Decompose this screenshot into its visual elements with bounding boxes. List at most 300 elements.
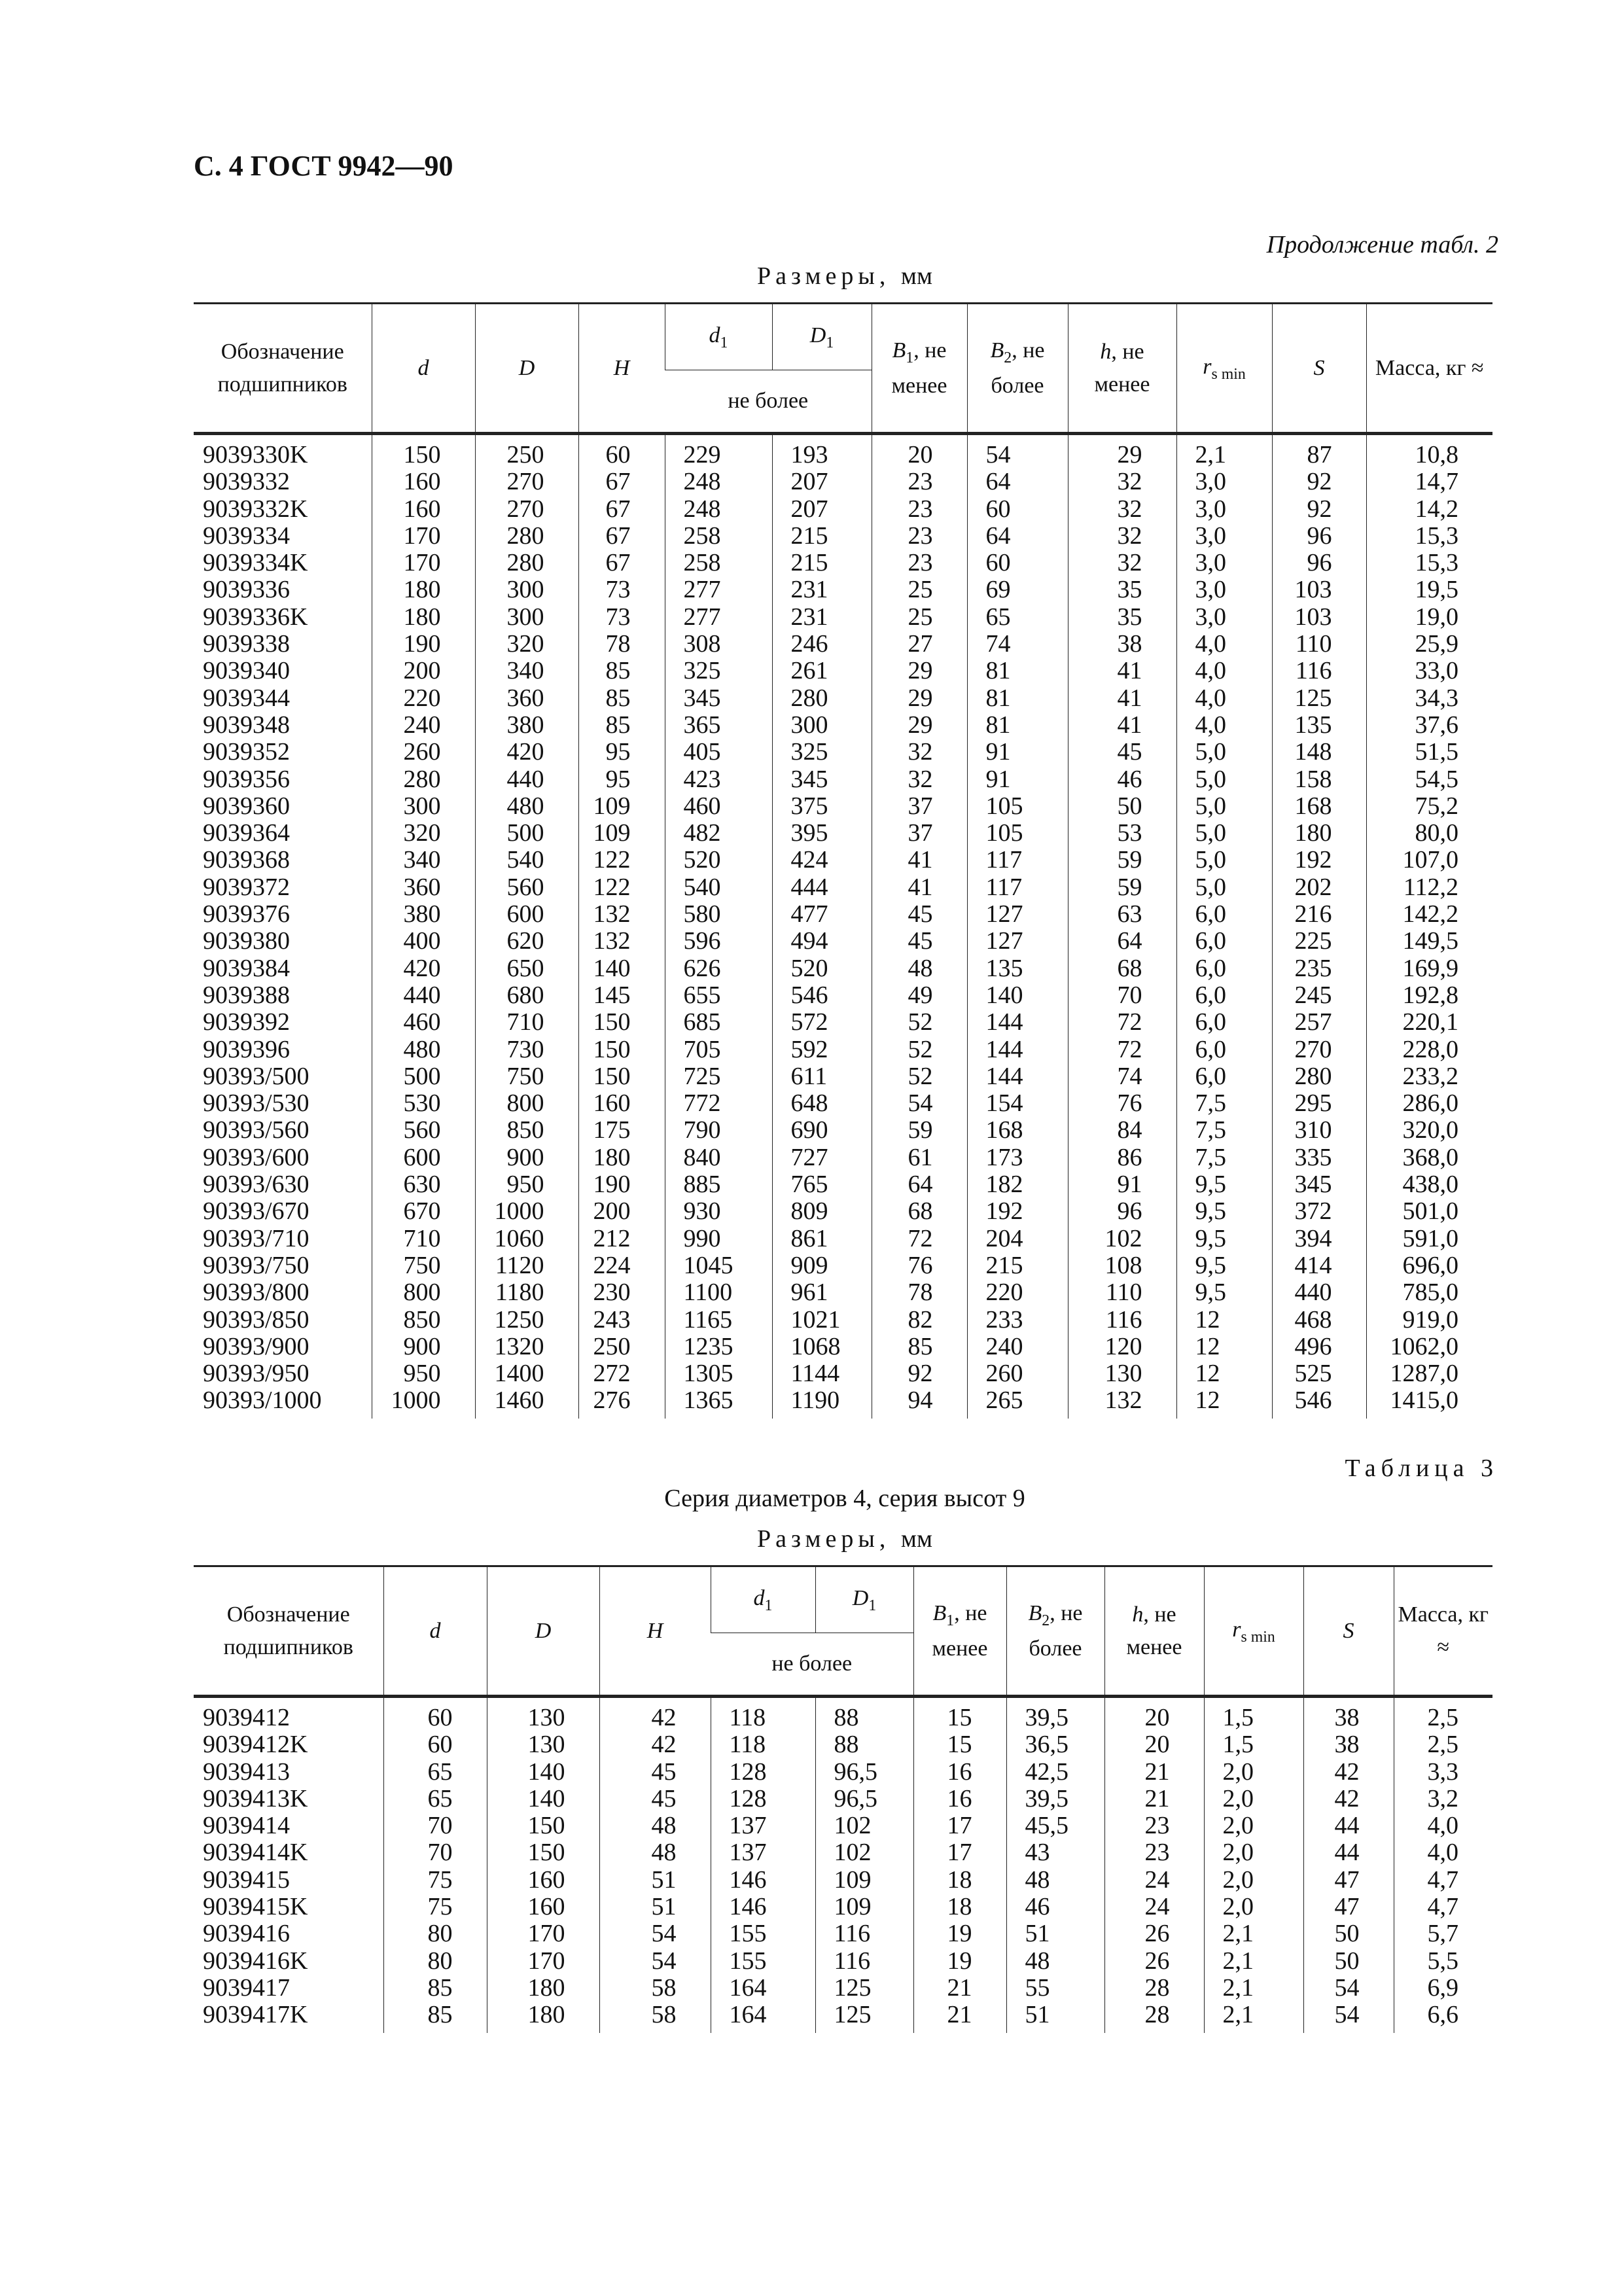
table-cell: 90393/600: [203, 1143, 309, 1171]
col-H: H: [578, 304, 665, 434]
table-cell: 1250: [475, 1307, 578, 1333]
table-cell: 76: [1068, 1090, 1176, 1117]
table-cell: 9039412K: [203, 1731, 308, 1759]
table-cell: 295: [1272, 1090, 1366, 1117]
table-cell: 520: [772, 955, 872, 982]
table-cell: 94: [872, 1387, 967, 1418]
table-cell: 92: [872, 1360, 967, 1387]
table-cell: 52: [872, 1036, 967, 1063]
table-cell: 560: [475, 874, 578, 901]
table-cell: 173: [967, 1144, 1068, 1171]
table-cell: 21: [913, 1975, 1006, 2002]
table-cell: 140: [578, 955, 665, 982]
table-cell: 45: [872, 928, 967, 955]
table-cell: 394: [1272, 1226, 1366, 1252]
table-cell: 257: [1272, 1009, 1366, 1036]
table-cell: 81: [967, 712, 1068, 739]
table-cell: 81: [967, 658, 1068, 684]
table-cell: 9039338: [203, 630, 290, 658]
table-cell: 365: [665, 712, 772, 739]
table-cell: 5,0: [1176, 766, 1272, 793]
table-cell: 61: [872, 1144, 967, 1171]
table-row: [194, 1226, 1492, 1252]
table-cell: 800: [475, 1090, 578, 1117]
table-cell: 127: [967, 928, 1068, 955]
table-cell: 235: [1272, 955, 1366, 982]
table-cell: 33,0: [1366, 658, 1492, 684]
table-cell: 128: [711, 1759, 815, 1786]
table-cell: 785,0: [1366, 1279, 1492, 1306]
table-cell: 286,0: [1366, 1090, 1492, 1117]
table-cell: 6,0: [1176, 901, 1272, 928]
table-cell: 58: [599, 2002, 711, 2032]
table-cell: 9039334: [203, 521, 290, 550]
table-cell: 164: [711, 1975, 815, 2002]
table-cell: 132: [578, 928, 665, 955]
table-cell: 64: [967, 523, 1068, 550]
table-cell: 140: [487, 1759, 599, 1786]
table-cell: 248: [665, 468, 772, 495]
table-cell: 91: [1068, 1171, 1176, 1198]
table-cell: 950: [372, 1360, 475, 1387]
table-cell: 335: [1272, 1144, 1366, 1171]
table-cell: 37: [872, 820, 967, 847]
table-cell: 300: [475, 576, 578, 603]
table-cell: 45: [599, 1759, 711, 1786]
table-cell: 73: [578, 604, 665, 631]
table-cell: 6,9: [1394, 1975, 1492, 2002]
table-cell: 220: [372, 685, 475, 712]
table-cell: 180: [372, 604, 475, 631]
col-S: S: [1272, 304, 1366, 434]
table-cell: 220,1: [1366, 1009, 1492, 1036]
table-cell: 345: [665, 685, 772, 712]
table-cell: 670: [372, 1198, 475, 1225]
table-cell: 132: [1068, 1387, 1176, 1418]
table-cell: 1415,0: [1366, 1387, 1492, 1418]
table-cell: 150: [578, 1063, 665, 1090]
table-cell: 103: [1272, 604, 1366, 631]
table-cell: 885: [665, 1171, 772, 1198]
table-cell: 23: [872, 468, 967, 495]
table-row: [194, 576, 1492, 603]
table-cell: 48: [1006, 1948, 1104, 1975]
table-row: [194, 712, 1492, 739]
table-cell: 170: [487, 1948, 599, 1975]
table-cell: 6,0: [1176, 955, 1272, 982]
table-cell: 68: [872, 1198, 967, 1225]
table-cell: 70: [383, 1839, 487, 1866]
table-cell: 750: [475, 1063, 578, 1090]
table-cell: 95: [578, 766, 665, 793]
table-cell: 19: [913, 1948, 1006, 1975]
table-row: [194, 1975, 1492, 2002]
table-cell: 58: [599, 1975, 711, 2002]
table-cell: 230: [578, 1279, 665, 1306]
table-cell: 160: [487, 1894, 599, 1920]
table-cell: 41: [1068, 685, 1176, 712]
table-cell: 6,0: [1176, 982, 1272, 1009]
table-cell: 25: [872, 604, 967, 631]
table-cell: 158: [1272, 766, 1366, 793]
table-cell: 64: [872, 1171, 967, 1198]
table-cell: 380: [372, 901, 475, 928]
table-cell: 520: [665, 847, 772, 874]
table-cell: 596: [665, 928, 772, 955]
table-cell: 245: [1272, 982, 1366, 1009]
table-cell: 130: [487, 1697, 599, 1732]
col-D1: $D_1$: [815, 1566, 913, 1633]
table-cell: 102: [815, 1839, 913, 1866]
table-cell: 1021: [772, 1307, 872, 1333]
table-row: [194, 1731, 1492, 1758]
table-cell: 225: [1272, 928, 1366, 955]
table-cell: 1235: [665, 1333, 772, 1360]
table-cell: 340: [372, 847, 475, 874]
col-B1: $B_1$, не менее: [913, 1566, 1006, 1697]
table-cell: 190: [578, 1171, 665, 1198]
table-row: [194, 658, 1492, 684]
table-cell: 92: [1272, 496, 1366, 523]
table-cell: 494: [772, 928, 872, 955]
table-cell: 9039416K: [203, 1947, 308, 1975]
table-cell: 14,2: [1366, 496, 1492, 523]
table-cell: 765: [772, 1171, 872, 1198]
table-cell: 9,5: [1176, 1198, 1272, 1225]
table-cell: 70: [383, 1812, 487, 1839]
table-cell: 9039360: [203, 792, 290, 820]
table-cell: 9039334K: [203, 549, 308, 577]
table-cell: 17: [913, 1839, 1006, 1866]
table-cell: 482: [665, 820, 772, 847]
table-cell: 180: [487, 1975, 599, 2002]
table-cell: 67: [578, 496, 665, 523]
sizes-caption-table2: Размеры, мм: [756, 262, 932, 290]
table-cell: 80,0: [1366, 820, 1492, 847]
table-cell: 96: [1272, 523, 1366, 550]
table-cell: 2,5: [1394, 1731, 1492, 1758]
table-cell: 160: [578, 1090, 665, 1117]
table-cell: 54: [1303, 2002, 1394, 2032]
table-cell: 109: [815, 1894, 913, 1920]
table-cell: 90393/670: [203, 1197, 309, 1226]
table-cell: 592: [772, 1036, 872, 1063]
table-cell: 9039372: [203, 873, 290, 901]
table-cell: 54: [872, 1090, 967, 1117]
table-cell: 3,0: [1176, 523, 1272, 550]
table-cell: 961: [772, 1279, 872, 1306]
table-2: [194, 302, 1492, 1419]
table-cell: 360: [372, 874, 475, 901]
table-cell: 25,9: [1366, 631, 1492, 658]
table-cell: 7,5: [1176, 1144, 1272, 1171]
table-row: [194, 1171, 1492, 1198]
table-row: [194, 982, 1492, 1009]
table-cell: 560: [372, 1117, 475, 1144]
table-cell: 95: [578, 739, 665, 766]
table-cell: 2,1: [1204, 1975, 1303, 2002]
table-cell: 7,5: [1176, 1117, 1272, 1144]
table-cell: 75,2: [1366, 793, 1492, 820]
table-cell: 207: [772, 468, 872, 495]
table-row: [194, 1279, 1492, 1306]
table-cell: 5,0: [1176, 847, 1272, 874]
table-cell: 25: [872, 576, 967, 603]
table-cell: 850: [475, 1117, 578, 1144]
table-cell: 84: [1068, 1117, 1176, 1144]
table-cell: 9039368: [203, 846, 290, 874]
table-cell: 14,7: [1366, 468, 1492, 495]
table-cell: 148: [1272, 739, 1366, 766]
table-cell: 180: [487, 2002, 599, 2032]
col-d1: $d_1$: [711, 1566, 815, 1633]
table-cell: 28: [1104, 1975, 1204, 2002]
table-cell: 950: [475, 1171, 578, 1198]
table-cell: 170: [372, 550, 475, 576]
col-D: D: [475, 304, 578, 434]
table-cell: 135: [967, 955, 1068, 982]
table-cell: 320: [372, 820, 475, 847]
table-cell: 55: [1006, 1975, 1104, 2002]
col-designation: Обозначение подшипников: [194, 304, 372, 434]
table-cell: 325: [772, 739, 872, 766]
table-cell: 626: [665, 955, 772, 982]
table-cell: 9039340: [203, 657, 290, 685]
table-cell: 52: [872, 1009, 967, 1036]
table-cell: 180: [372, 576, 475, 603]
table-cell: 1000: [372, 1387, 475, 1418]
table-cell: 3,0: [1176, 576, 1272, 603]
table-cell: 12: [1176, 1387, 1272, 1418]
table-cell: 440: [372, 982, 475, 1009]
table-cell: 224: [578, 1252, 665, 1279]
table-cell: 5,0: [1176, 739, 1272, 766]
table-cell: 54,5: [1366, 766, 1492, 793]
table-cell: 118: [711, 1731, 815, 1758]
table-cell: 130: [487, 1731, 599, 1758]
table-cell: 46: [1006, 1894, 1104, 1920]
table-cell: 300: [772, 712, 872, 739]
table-cell: 909: [772, 1252, 872, 1279]
table-cell: 32: [1068, 496, 1176, 523]
table-cell: 90393/560: [203, 1116, 309, 1144]
table-cell: 51: [1006, 1920, 1104, 1947]
col-mass: Масса, кг ≈: [1394, 1566, 1492, 1697]
table-cell: 146: [711, 1867, 815, 1894]
table-row: [194, 1307, 1492, 1333]
table-cell: 1460: [475, 1387, 578, 1418]
table-cell: 790: [665, 1117, 772, 1144]
table-cell: 73: [578, 576, 665, 603]
table-cell: 102: [1068, 1226, 1176, 1252]
table-cell: 76: [872, 1252, 967, 1279]
table-cell: 2,5: [1394, 1697, 1492, 1732]
table-cell: 9039417: [203, 1973, 290, 2002]
table-row: [194, 1387, 1492, 1418]
table-cell: 2,0: [1204, 1867, 1303, 1894]
table-cell: 546: [1272, 1387, 1366, 1418]
table-cell: 600: [475, 901, 578, 928]
table-cell: 496: [1272, 1333, 1366, 1360]
table-cell: 96: [1272, 550, 1366, 576]
table-cell: 3,2: [1394, 1786, 1492, 1812]
table-row: [194, 1867, 1492, 1894]
table-cell: 215: [772, 550, 872, 576]
table-cell: 696,0: [1366, 1252, 1492, 1279]
table-cell: 59: [1068, 847, 1176, 874]
table-cell: 60: [383, 1697, 487, 1732]
table-cell: 48: [599, 1812, 711, 1839]
table-cell: 90393/950: [203, 1360, 309, 1388]
table-cell: 5,0: [1176, 820, 1272, 847]
table-cell: 65: [383, 1759, 487, 1786]
table-row: [194, 1948, 1492, 1975]
table-cell: 23: [872, 523, 967, 550]
table-cell: 103: [1272, 576, 1366, 603]
table-cell: 477: [772, 901, 872, 928]
table-cell: 144: [967, 1063, 1068, 1090]
table-cell: 102: [815, 1812, 913, 1839]
table-cell: 460: [665, 793, 772, 820]
table-cell: 215: [772, 523, 872, 550]
table-cell: 90393/900: [203, 1332, 309, 1360]
table-cell: 480: [372, 1036, 475, 1063]
table-cell: 1144: [772, 1360, 872, 1387]
table-row: [194, 1360, 1492, 1387]
table-cell: 9039414: [203, 1812, 290, 1840]
table-cell: 900: [372, 1333, 475, 1360]
col-S: S: [1303, 1566, 1394, 1697]
table-cell: 75: [383, 1894, 487, 1920]
table-cell: 7,5: [1176, 1090, 1272, 1117]
table-cell: 51: [599, 1867, 711, 1894]
table-cell: 90393/500: [203, 1062, 309, 1090]
table-cell: 85: [872, 1333, 967, 1360]
table-cell: 144: [967, 1009, 1068, 1036]
table-cell: 110: [1272, 631, 1366, 658]
table-cell: 1165: [665, 1307, 772, 1333]
table-row: [194, 1839, 1492, 1866]
table-cell: 12: [1176, 1333, 1272, 1360]
table-row: [194, 1063, 1492, 1090]
table-cell: 29: [872, 685, 967, 712]
table-row: [194, 685, 1492, 712]
table-cell: 28: [1104, 2002, 1204, 2032]
table-3-title: Таблица 3: [1345, 1455, 1498, 1482]
table-cell: 154: [967, 1090, 1068, 1117]
table-cell: 400: [372, 928, 475, 955]
table-cell: 9039417K: [203, 2001, 308, 2029]
table-cell: 122: [578, 847, 665, 874]
table-cell: 3,3: [1394, 1759, 1492, 1786]
table-cell: 1060: [475, 1226, 578, 1252]
table-cell: 140: [487, 1786, 599, 1812]
table-cell: 150: [487, 1812, 599, 1839]
table-cell: 204: [967, 1226, 1068, 1252]
table-cell: 38: [1303, 1697, 1394, 1732]
table-cell: 15,3: [1366, 523, 1492, 550]
table-cell: 710: [372, 1226, 475, 1252]
table-cell: 2,0: [1204, 1812, 1303, 1839]
table-cell: 74: [967, 631, 1068, 658]
col-d: d: [383, 1566, 487, 1697]
table-cell: 229: [665, 434, 772, 469]
table-cell: 145: [578, 982, 665, 1009]
table-cell: 110: [1068, 1279, 1176, 1306]
table-cell: 480: [475, 793, 578, 820]
table-cell: 6,6: [1394, 2002, 1492, 2032]
table-cell: 135: [1272, 712, 1366, 739]
table-cell: 130: [1068, 1360, 1176, 1387]
table-cell: 54: [967, 434, 1068, 469]
table-cell: 9,5: [1176, 1171, 1272, 1198]
table-row: [194, 1252, 1492, 1279]
table-cell: 440: [475, 766, 578, 793]
table-row: [194, 1333, 1492, 1360]
table-cell: 501,0: [1366, 1198, 1492, 1225]
table-cell: 540: [665, 874, 772, 901]
table-cell: 18: [913, 1867, 1006, 1894]
table-cell: 59: [872, 1117, 967, 1144]
table-cell: 54: [1303, 1975, 1394, 2002]
table-cell: 540: [475, 847, 578, 874]
table-cell: 5,5: [1394, 1948, 1492, 1975]
col-rs: $r_{s min}$: [1176, 304, 1272, 434]
table-cell: 192: [967, 1198, 1068, 1225]
table-3-body: [194, 1697, 1492, 2033]
table-cell: 1062,0: [1366, 1333, 1492, 1360]
table-cell: 1180: [475, 1279, 578, 1306]
table-cell: 850: [372, 1307, 475, 1333]
table-cell: 45,5: [1006, 1812, 1104, 1839]
table-cell: 27: [872, 631, 967, 658]
table-cell: 727: [772, 1144, 872, 1171]
table-cell: 29: [872, 712, 967, 739]
table-cell: 630: [372, 1171, 475, 1198]
table-cell: 258: [665, 550, 772, 576]
table-cell: 9,5: [1176, 1279, 1272, 1306]
table-cell: 48: [1006, 1867, 1104, 1894]
table-cell: 525: [1272, 1360, 1366, 1387]
table-cell: 5,0: [1176, 874, 1272, 901]
table-cell: 680: [475, 982, 578, 1009]
table-cell: 50: [1068, 793, 1176, 820]
table-cell: 9039388: [203, 981, 290, 1009]
table-cell: 49: [872, 982, 967, 1009]
table-row: [194, 955, 1492, 982]
table-cell: 9039364: [203, 819, 290, 847]
table-cell: 202: [1272, 874, 1366, 901]
table-cell: 710: [475, 1009, 578, 1036]
table-cell: 155: [711, 1948, 815, 1975]
table-cell: 192: [1272, 847, 1366, 874]
table-cell: 648: [772, 1090, 872, 1117]
table-cell: 169,9: [1366, 955, 1492, 982]
table-cell: 591,0: [1366, 1226, 1492, 1252]
table-cell: 809: [772, 1198, 872, 1225]
table-cell: 59: [1068, 874, 1176, 901]
table-row: [194, 1009, 1492, 1036]
table-cell: 116: [1068, 1307, 1176, 1333]
table-cell: 23: [872, 496, 967, 523]
table-cell: 655: [665, 982, 772, 1009]
table-cell: 150: [578, 1009, 665, 1036]
table-cell: 2,1: [1204, 1920, 1303, 1947]
table-cell: 37: [872, 793, 967, 820]
table-cell: 320: [475, 631, 578, 658]
table-cell: 78: [578, 631, 665, 658]
table-cell: 116: [815, 1920, 913, 1947]
